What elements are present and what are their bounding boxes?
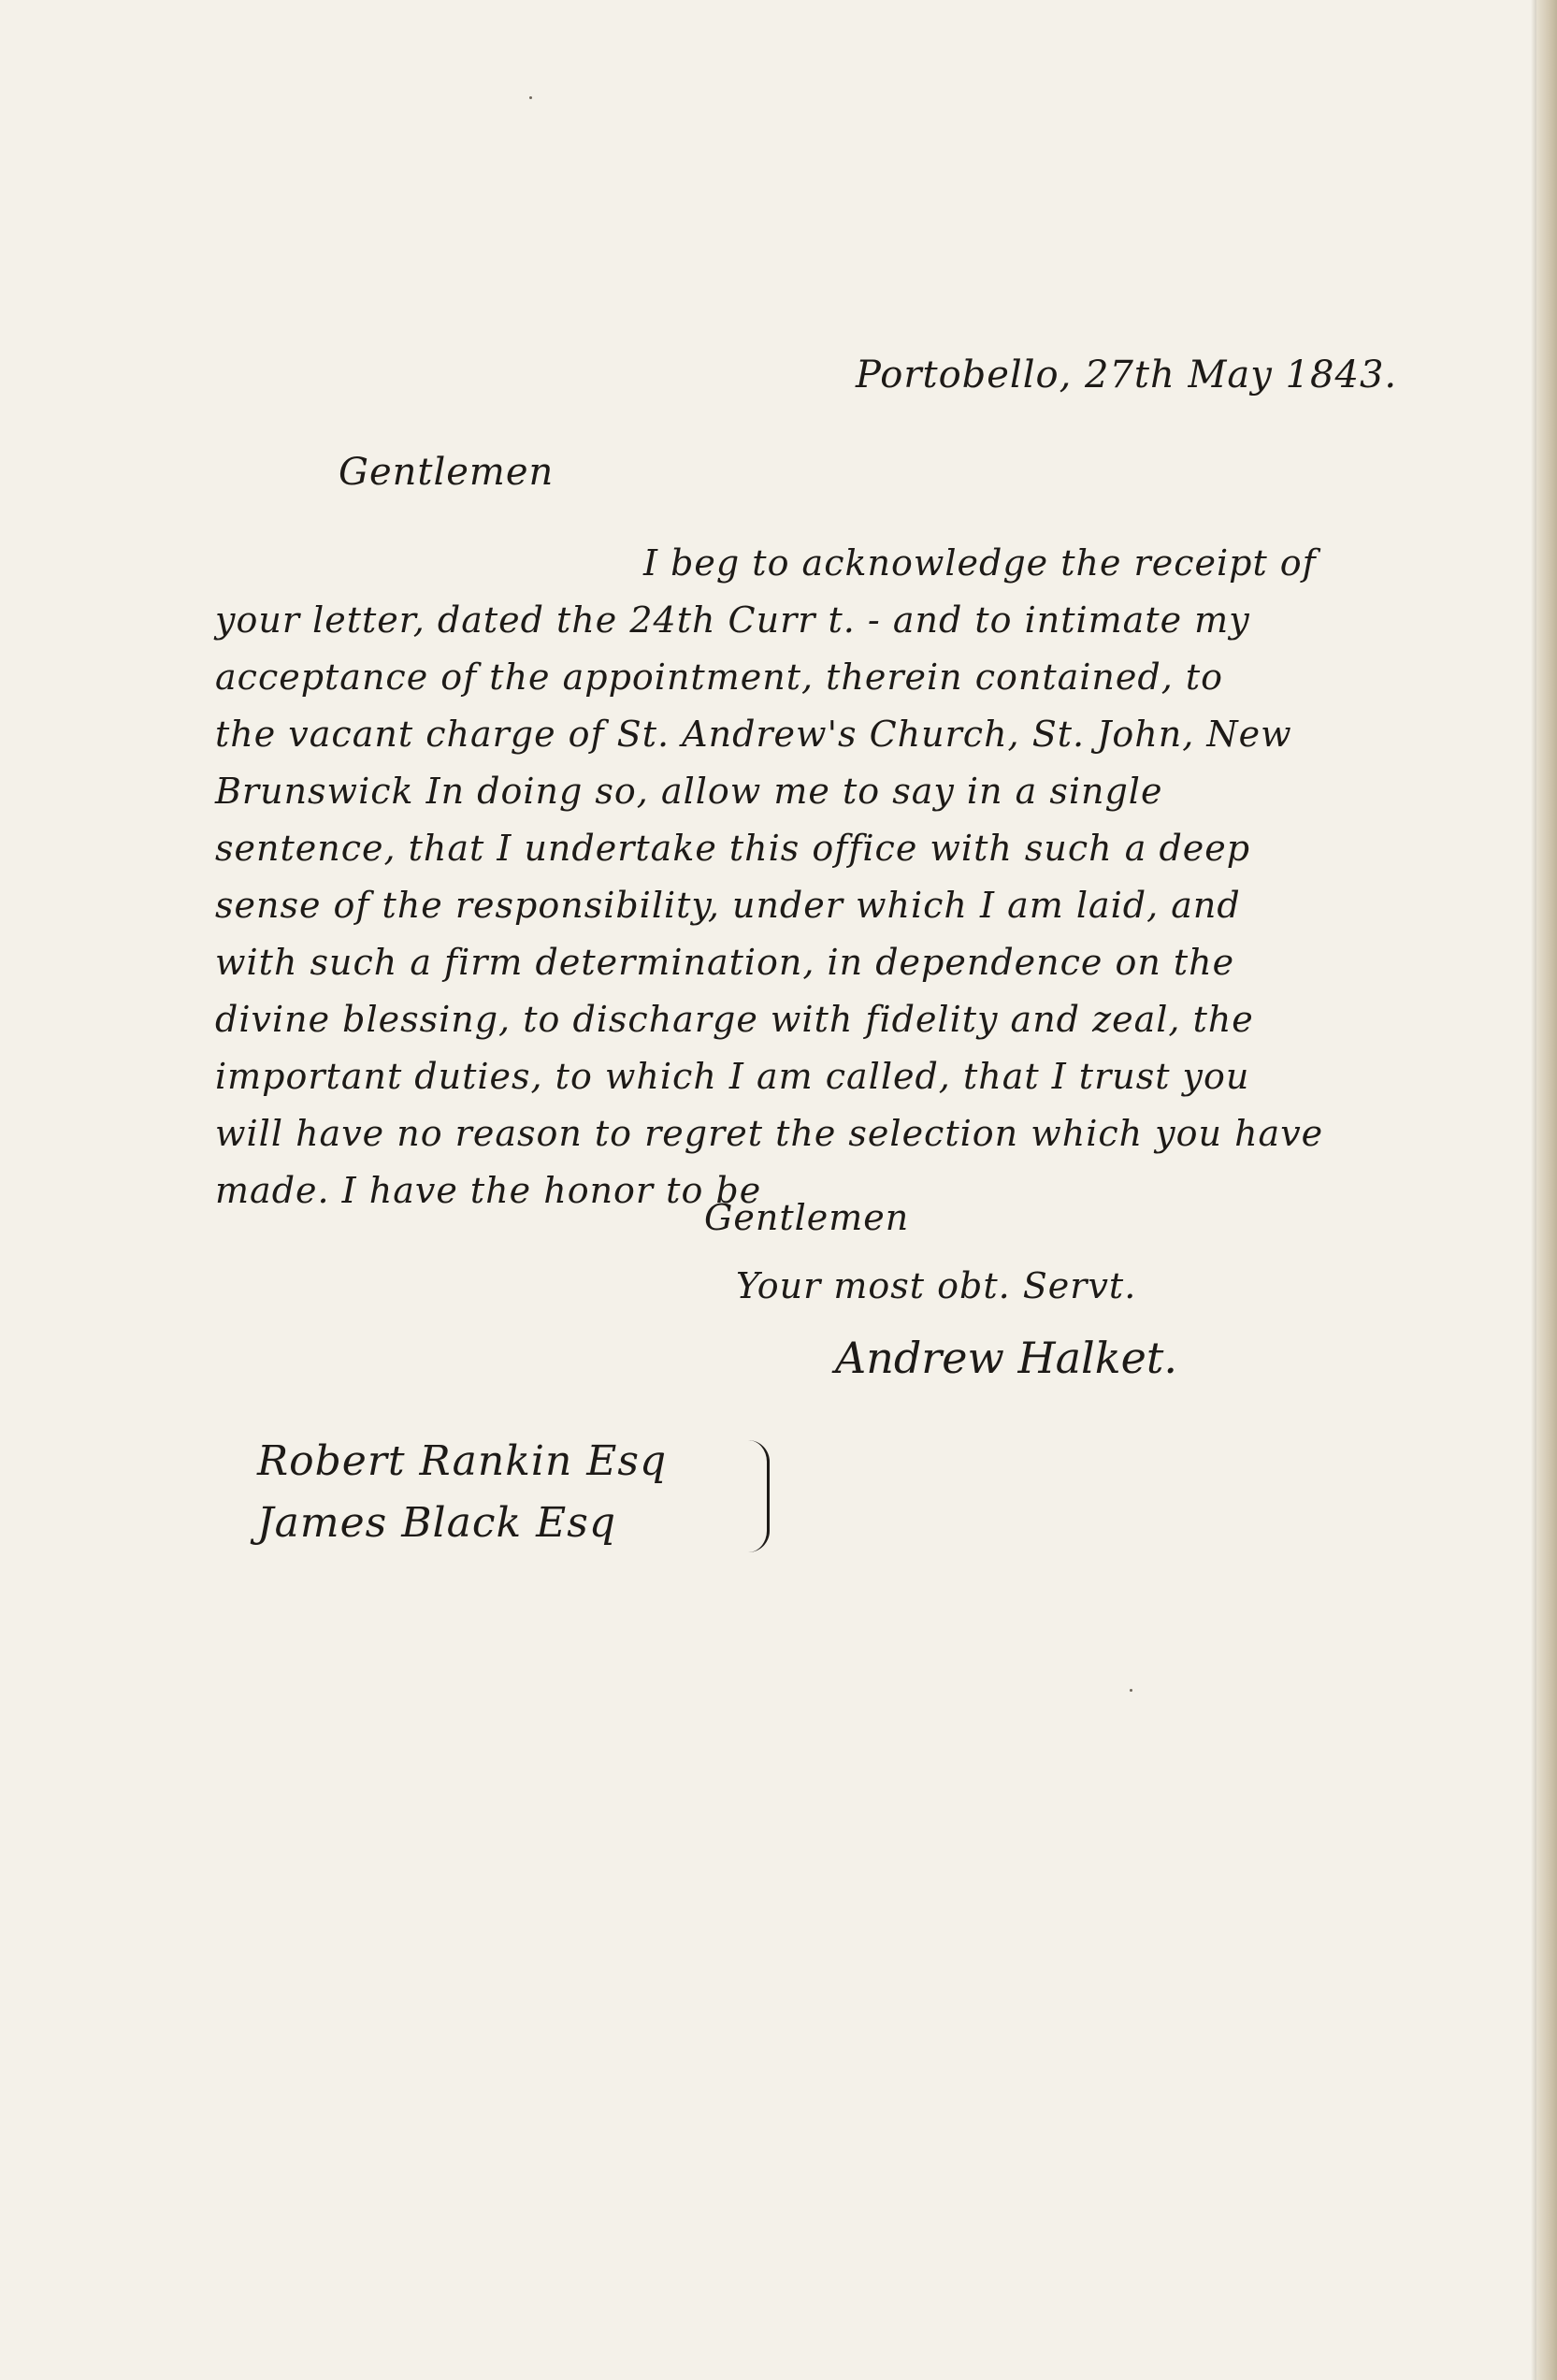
- body-line: your letter, dated the 24th Curr t. - and to intimate my: [215, 599, 1250, 641]
- letter-addressees: [257, 1431, 667, 1554]
- body-line: I beg to acknowledge the receipt of: [643, 542, 1317, 584]
- page-edge: [1536, 0, 1557, 2380]
- paper-speck: [1130, 1689, 1132, 1692]
- addressee-name: Robert Rankin Esq: [257, 1437, 668, 1485]
- body-line: divine blessing, to discharge with fidelity and zeal, the: [215, 999, 1254, 1040]
- paper-speck: [529, 96, 532, 99]
- body-line: with such a firm determination, in dependence on the: [215, 942, 1235, 983]
- body-line: Brunswick In doing so, allow me to say in a single: [215, 771, 1163, 812]
- body-line: important duties, to which I am called, that I trust you: [215, 1056, 1250, 1097]
- letter-signature: Andrew Halket.: [835, 1333, 1177, 1383]
- body-line: acceptance of the appointment, therein contained, to: [215, 656, 1224, 698]
- body-line: made. I have the honor to be: [215, 1170, 762, 1211]
- letter-body: [215, 535, 1323, 1219]
- letter-complimentary-close: Your most obt. Servt.: [736, 1265, 1137, 1306]
- addressee-bracket: [748, 1440, 770, 1552]
- letter-dateline: Portobello, 27th May 1843.: [856, 353, 1398, 397]
- body-line: the vacant charge of St. Andrew's Church, St. John, New: [215, 714, 1292, 755]
- letter-salutation: Gentlemen: [339, 451, 555, 494]
- body-line: sentence, that I undertake this office with such a deep: [215, 828, 1251, 869]
- body-line: will have no reason to regret the selection which you have: [215, 1113, 1324, 1154]
- body-line: sense of the responsibility, under which I am laid, and: [215, 885, 1241, 926]
- letter-closing-salutation: Gentlemen: [704, 1197, 910, 1238]
- addressee-name: James Black Esq: [257, 1499, 616, 1547]
